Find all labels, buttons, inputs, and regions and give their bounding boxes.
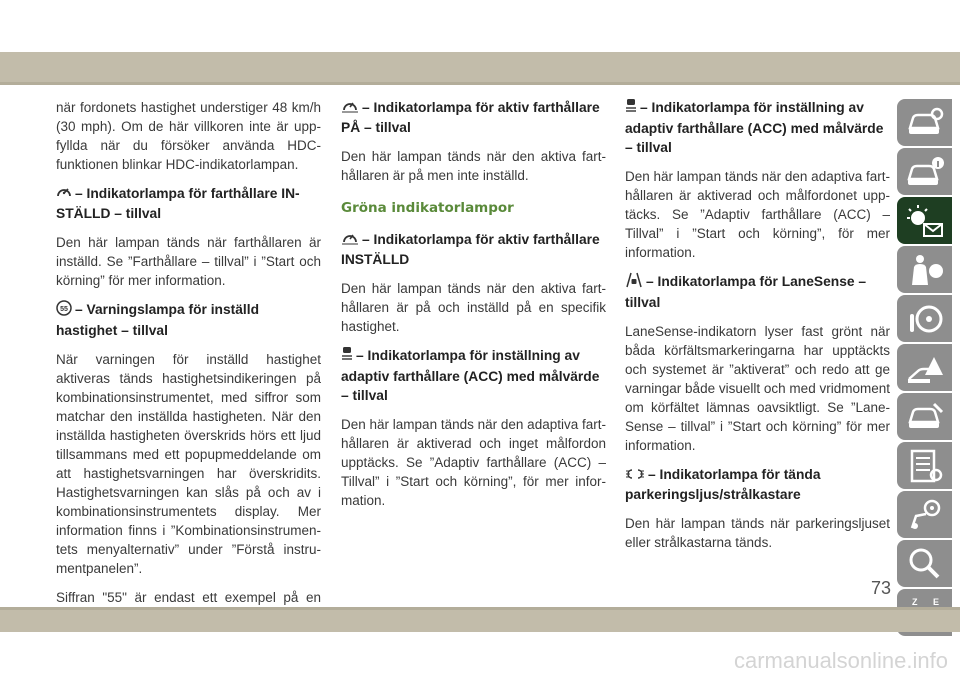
tab-safety[interactable] <box>897 246 952 293</box>
speed-limit-icon-text: 55 <box>60 305 68 313</box>
tab-customer-assistance[interactable] <box>897 540 952 587</box>
heading-speed-warning <box>56 300 321 340</box>
car-info-icon <box>904 153 946 191</box>
seatbelt-icon <box>904 251 946 289</box>
tab-indicators[interactable] <box>897 197 952 244</box>
acc-target-paragraph: Den här lampan tänds när den adaptiva farthållaren är aktiverad och målfordonet upptäcks. Se ”Adaptiv farthållare (ACC) – Tillval” i ”Start och körning”, för mer information. <box>625 169 890 260</box>
column-2 <box>341 98 606 520</box>
active-cruise-icon <box>341 99 359 118</box>
watermark: carmanualsonline.info <box>733 648 948 673</box>
parking-lights-icon <box>625 466 645 485</box>
acc-car-icon <box>341 346 353 367</box>
indicator-lamp-icon <box>904 202 946 240</box>
heading-cruise-set <box>56 184 321 223</box>
speed-example-paragraph: Siffran "55" är endast ett exempel på en <box>56 589 321 605</box>
intro-paragraph: när fordonets hastighet understiger 48 km/h (30 mph). Om de här villkoren inte är uppfyllda när du försöker använda HDC-funktionen blinkar HDC-indikatorlampan. <box>56 100 321 172</box>
index-letter-z: Z <box>911 596 917 607</box>
cruise-on-paragraph: Den här lampan tänds när den aktiva farthållaren är på men inte inställd. <box>341 148 606 183</box>
heading-speed-warning-text: – Varningslampa för inställd hastighet – tillval <box>56 302 260 338</box>
heading-active-cruise-set-text: – Indikatorlampa för aktiv farthållare INSTÄLLD <box>341 231 600 267</box>
speed-limit-icon <box>56 300 72 321</box>
index-letter-e: E <box>932 596 939 607</box>
column-1 <box>56 98 321 636</box>
warning-triangle-icon <box>904 349 946 387</box>
acc-target-icon <box>625 98 637 119</box>
heading-parking-lights-text: – Indikatorlampa för tända parkeringsljus/strålkastare <box>625 467 821 502</box>
active-cruise-set-paragraph: Den här lampan tänds när den aktiva farthållaren är på och inställd på en specifik hastighet. <box>341 280 606 334</box>
parking-lights-paragraph: Den här lampan tänds när parkeringsljuset eller strålkastarna tänds. <box>625 515 890 550</box>
lanesense-icon <box>625 272 643 293</box>
green-indicators-heading: Gröna indikatorlampor <box>341 199 514 216</box>
tab-driving[interactable] <box>897 295 952 342</box>
acc-no-target-paragraph: Den här lampan tänds när den adaptiva farthållaren är aktiverad och inget målfordon upptäcks. Se ”Adaptiv farthållare (ACC) – Tillval” i ”Start och körning”, för mer information. <box>341 416 606 508</box>
heading-cruise-on <box>341 98 606 137</box>
header-bar-rule <box>0 82 960 85</box>
tab-car-info[interactable] <box>897 148 952 195</box>
heading-acc-no-target-text: – Indikatorlampa för inställning av adaptiv farthållare (ACC) med målvärde – tillval <box>341 347 600 403</box>
cruise-control-icon <box>56 185 72 204</box>
magnifier-icon <box>904 545 946 583</box>
multimedia-icon <box>904 496 946 534</box>
steering-wheel-icon <box>904 300 946 338</box>
footer-bar <box>0 610 960 632</box>
car-keys-icon <box>904 104 946 142</box>
tab-specifications[interactable] <box>897 442 952 489</box>
column-3 <box>625 98 890 562</box>
cruise-set-paragraph: Den här lampan tänds när farthållaren är inställd. Se ”Farthållare – tillval” i ”Start och körning” för mer information. <box>56 234 321 288</box>
tab-emergency[interactable] <box>897 344 952 391</box>
heading-parking-lights <box>625 465 890 504</box>
service-car-icon <box>904 398 946 436</box>
heading-lanesense-text: – Indikatorlampa för LaneSense – tillval <box>625 274 867 310</box>
heading-acc-no-target <box>341 346 606 405</box>
heading-active-cruise-set <box>341 230 606 269</box>
speed-warning-paragraph: När varningen för inställd hastighet aktiveras tänds hastighetsindikeringen på kombinationsinstrumentet, med siffror som matchar den inställda hastigheten. När den inställda hastigheten överskrids hörs ett ljud tillsammans med ett popupmeddelande om att hastighetsvarningen har överskridits. Hastighetsvarningen kan slås på och av i kombinationsinstrumentets display. Mer information finns i ”Kombinationsinstrumentets menyalternativ” under ”Förstå instrumentpanelen”. <box>56 351 321 576</box>
tab-multimedia[interactable] <box>897 491 952 538</box>
tab-maintenance[interactable] <box>897 393 952 440</box>
heading-lanesense <box>625 272 890 312</box>
header-bar <box>0 52 960 82</box>
tab-car-keys[interactable] <box>897 99 952 146</box>
heading-acc-target-text: – Indikatorlampa för inställning av adaptiv farthållare (ACC) med målvärde – tillval <box>625 100 884 155</box>
checklist-icon <box>904 447 946 485</box>
heading-acc-target <box>625 98 890 157</box>
heading-cruise-on-text: – Indikatorlampa för aktiv farthållare PÅ – tillval <box>341 100 600 135</box>
page-top-margin <box>0 0 960 52</box>
chapter-tabs <box>897 99 952 638</box>
heading-cruise-set-text: – Indikatorlampa för farthållare INSTÄLLD – tillval <box>56 186 300 221</box>
lanesense-paragraph: LaneSense-indikatorn lyser fast grönt när båda körfältsmarkeringarna har upptäckts och systemet är ”aktiverat” och redo att ge varningar både visuellt och med vridmoment om körfältet lämnas oavsiktligt. Se ”LaneSense – tillval” i ”Start och körning” för mer information. <box>625 324 890 453</box>
active-cruise-set-icon <box>341 231 359 250</box>
page-number: 73 <box>871 578 892 598</box>
